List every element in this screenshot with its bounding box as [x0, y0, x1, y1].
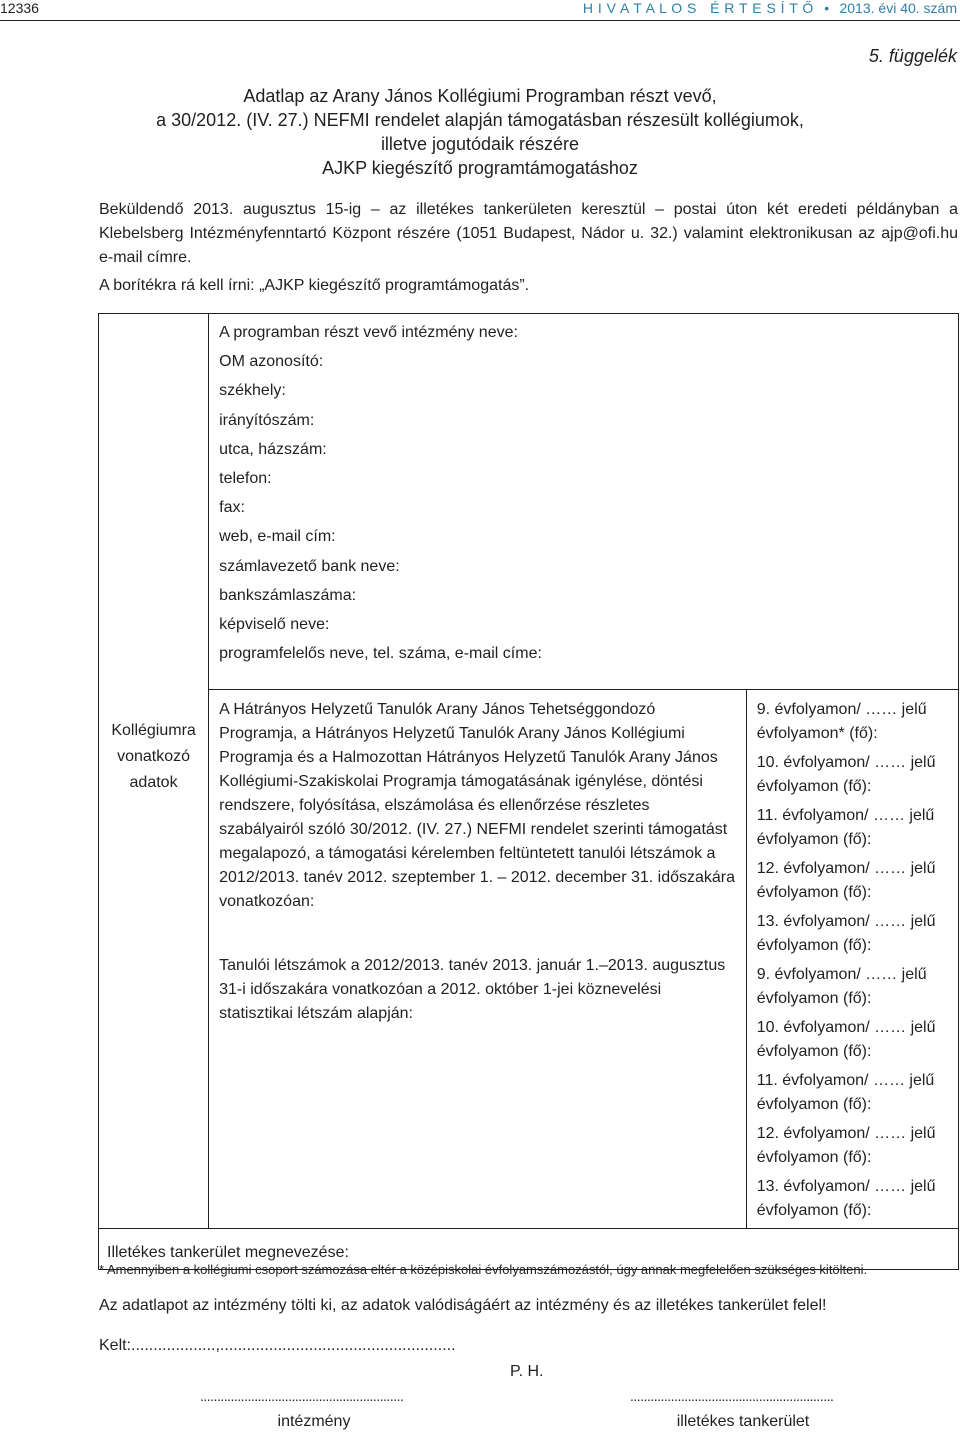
grade-label: 9. évfolyamon/ …… jelű — [756, 966, 927, 983]
field-label-bank-account: bankszámlaszáma: — [219, 586, 357, 604]
field-label-om-id: OM azonosító: — [219, 353, 324, 371]
submission-instructions: Beküldendő 2013. augusztus 15-ig – az illetékes tankerületen keresztül – postai úton két eredeti példányban a Klebelsberg Intézményfenntartó Központ részére (1051 Budapest, Nádor u. 32.) valamint elektronikusan az ajp@ofi.hu e-mail címre. — [99, 201, 958, 266]
grade-label: 12. évfolyamon/ …… jelű — [756, 1125, 936, 1142]
side-label-line: Kollégiumra — [111, 721, 196, 739]
field-label-representative: képviselő neve: — [219, 615, 330, 633]
grade-11-period-1[interactable] — [757, 804, 952, 852]
grade-unit: évfolyamon (fő): — [756, 831, 872, 848]
field-label-postal-code: irányítószám: — [219, 411, 315, 429]
grade-unit: évfolyamon* (fő): — [756, 725, 878, 742]
grade-unit: évfolyamon (fő): — [756, 1043, 872, 1060]
grade-label: 10. évfolyamon/ …… jelű — [756, 754, 936, 771]
description-cell — [209, 690, 747, 1229]
grade-10-period-2[interactable] — [757, 1016, 952, 1064]
period-1-description: A Hátrányos Helyzetű Tanulók Arany János Tehetséggondozó Programja, a Hátrányos Helyzetű Tanulók Arany János Kollégiumi Programja és a Halmozottan Hátrányos Helyzetű Tanulók Arany János Kollégiumi-Szakiskolai Programja támogatásának igénylése, döntési rendszere, folyósítása, elszámolása és ellenőrzése részletes szabályairól szóló 30/2012. (IV. 27.) NEFMI rendelet szerinti támogatást megalapozó, a támogatási kérelemben feltüntetett tanulói létszámok a 2012/2013. tanév 2012. szeptember 1. – 2012. december 31. időszakára vonatkozóan: — [219, 701, 736, 910]
institution-info-row — [99, 314, 959, 690]
footnote: * Amennyiben a kollégiumi csoport számozása eltér a középiskolai évfolyamszámozástól, úgy annak megfelelően szükséges kitölteni. — [99, 1262, 868, 1277]
grade-unit: évfolyamon (fő): — [756, 1096, 872, 1113]
field-label-program-manager: programfelelős neve, tel. száma, e-mail címe: — [219, 645, 542, 663]
title-line: illetve jogutódaik részére — [380, 134, 580, 154]
envelope-note: A borítékra rá kell írni: „AJKP kiegészítő programtámogatás”. — [99, 277, 530, 294]
grade-list-period-2 — [747, 963, 958, 1223]
page-number: 12336 — [0, 0, 39, 16]
grade-12-period-1[interactable] — [757, 857, 952, 905]
title-line: AJKP kiegészítő programtámogatáshoz — [322, 158, 638, 178]
grade-label: 13. évfolyamon/ …… jelű — [756, 913, 936, 930]
grade-11-period-2[interactable] — [757, 1069, 952, 1117]
appendix-label: 5. függelék — [868, 46, 957, 66]
grade-unit: évfolyamon (fő): — [756, 990, 872, 1007]
period-2-description: Tanulói létszámok a 2012/2013. tanév 2013. január 1.–2013. augusztus 31-i időszakára vonatkozóan a 2012. október 1-jei köznevelési statisztikai létszám alapján: — [219, 957, 726, 1022]
running-header — [583, 0, 957, 16]
dormitory-data-label-cell — [99, 690, 209, 1229]
header-rule — [0, 20, 960, 21]
grade-label: 12. évfolyamon/ …… jelű — [756, 860, 936, 877]
institution-signature-label: intézmény — [277, 1413, 351, 1430]
data-sheet-table — [98, 313, 959, 1270]
grade-label: 13. évfolyamon/ …… jelű — [756, 1178, 936, 1195]
institution-signature-line[interactable]: ............................................................ — [200, 1388, 404, 1404]
grade-label: 11. évfolyamon/ …… jelű — [756, 1072, 935, 1089]
field-label-fax: fax: — [219, 499, 245, 517]
grade-unit: évfolyamon (fő): — [756, 1202, 872, 1219]
field-label-phone: telefon: — [219, 469, 272, 487]
header-separator: • — [824, 0, 830, 16]
grade-unit: évfolyamon (fő): — [756, 1149, 872, 1166]
grade-9-period-1[interactable] — [757, 698, 952, 746]
grade-unit: évfolyamon (fő): — [756, 884, 872, 901]
grade-label: 10. évfolyamon/ …… jelű — [756, 1019, 936, 1036]
title-line: a 30/2012. (IV. 27.) NEFMI rendelet alapján támogatásban részesült kollégiumok, — [156, 110, 804, 130]
side-label-line: vonatkozó — [117, 747, 191, 765]
publication-name: H I V A T A L O S É R T E S Í T Ő — [582, 0, 814, 16]
institution-info-cell[interactable] — [209, 314, 959, 690]
district-label: Illetékes tankerület megnevezése: — [107, 1244, 349, 1261]
title-line: Adatlap az Arany János Kollégiumi Programban részt vevő, — [243, 86, 717, 106]
field-label-web-email: web, e-mail cím: — [219, 528, 336, 546]
grade-12-period-2[interactable] — [757, 1122, 952, 1170]
date-place-field[interactable]: Kelt:...................,..................................................... — [99, 1337, 456, 1354]
issue-number: 2013. évi 40. szám — [839, 0, 957, 16]
grade-9-period-2[interactable] — [757, 963, 952, 1011]
side-label-line: adatok — [129, 773, 178, 791]
info-side-cell — [99, 314, 209, 690]
grade-label: 11. évfolyamon/ …… jelű — [756, 807, 935, 824]
document-title — [0, 84, 960, 180]
dormitory-data-row — [99, 690, 959, 1229]
grade-10-period-1[interactable] — [757, 751, 952, 799]
responsibility-statement: Az adatlapot az intézmény tölti ki, az adatok valódiságáért az intézmény és az illetékes tankerület felel! — [99, 1297, 827, 1314]
grade-13-period-1[interactable] — [757, 910, 952, 958]
seal-placeholder: P. H. — [510, 1363, 544, 1380]
grade-counts-cell — [746, 690, 958, 1229]
grade-label: 9. évfolyamon/ …… jelű — [756, 701, 927, 718]
field-label-street: utca, házszám: — [219, 440, 327, 458]
field-label-institution-name: A programban részt vevő intézmény neve: — [219, 324, 518, 341]
grade-13-period-2[interactable] — [757, 1175, 952, 1223]
grade-unit: évfolyamon (fő): — [756, 778, 872, 795]
district-signature-line[interactable]: ............................................................ — [630, 1388, 834, 1404]
field-label-bank-name: számlavezető bank neve: — [219, 557, 400, 575]
grade-unit: évfolyamon (fő): — [756, 937, 872, 954]
institution-field-list — [209, 314, 958, 668]
district-signature-label: illetékes tankerület — [676, 1413, 810, 1430]
grade-list-period-1 — [747, 690, 958, 958]
field-label-seat: székhely: — [219, 382, 286, 400]
